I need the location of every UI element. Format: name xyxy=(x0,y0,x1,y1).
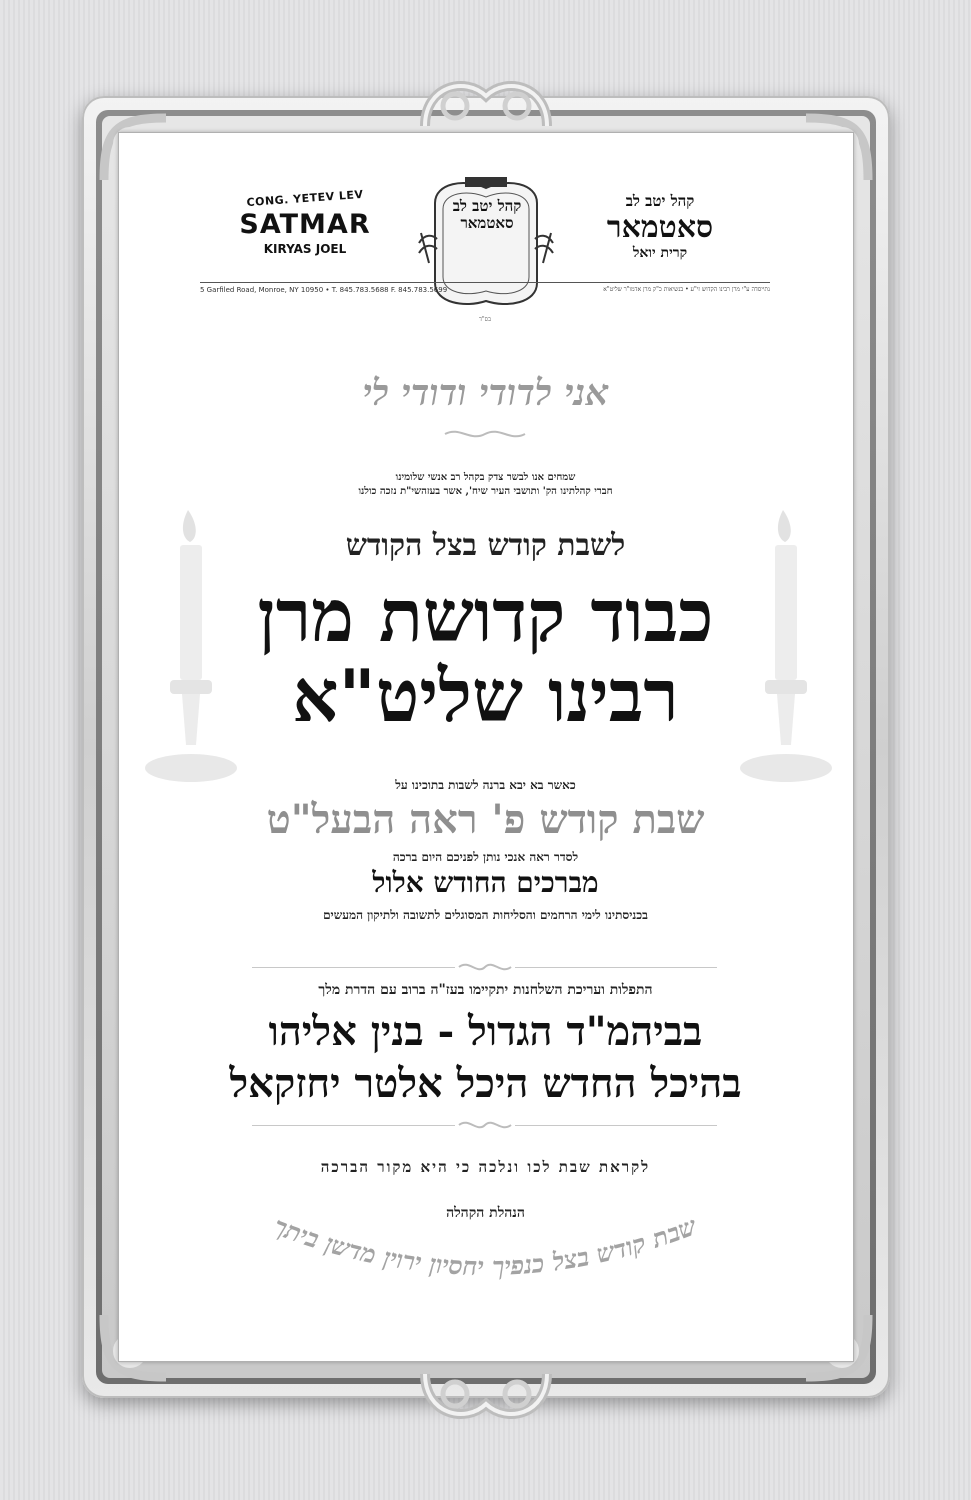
header-kj-text: KIRYAS JOEL xyxy=(263,242,347,256)
motto-text: אני לדודי ודודי לי xyxy=(362,372,609,414)
location-line-2: בהיכל החדש היכל אלטר יחזקאל xyxy=(229,1060,742,1107)
main-title-line-1: כבוד קדושת מרן xyxy=(257,573,714,658)
top-scroll-ornament-icon xyxy=(415,66,557,138)
lseder-text: לסדר ראה אנכי נותן לפניכם היום ברכה xyxy=(392,850,579,864)
divider-flourish-icon xyxy=(455,959,515,975)
shabbos-reeh-heading: שבת קודש פ' ראה הבעל"ט xyxy=(266,796,705,843)
hanhalas-signature: הנהלת הקהלה xyxy=(446,1205,525,1221)
divider-flourish-2-icon xyxy=(455,1117,515,1133)
header-small-text: בס"ד xyxy=(479,316,491,323)
main-title-line-2: רבינו שליט"א xyxy=(292,653,679,738)
header-satmar-hebrew-text: סאטמאר xyxy=(606,210,714,245)
header-satmar-text: SATMAR xyxy=(239,209,371,240)
arc-blessing-text: שבת קודש בצל כנפיך יחסיון ירוין מדשן ביתך xyxy=(269,1211,701,1282)
hebrew-header xyxy=(575,192,745,262)
arc-blessing xyxy=(250,1200,720,1320)
hatefilos-text: התפלות ועריכת השלחנות יתקיימו בעז"ה ברוב עם הדרת מלך xyxy=(318,982,653,998)
header-kehal-text: קהל יטב לב xyxy=(625,192,695,210)
intro-line-1: שמחים אנו לבשר צדק בקהל רב אנשי שלומינו xyxy=(395,472,576,483)
header-cong-text: CONG. YETEV LEV xyxy=(246,187,364,210)
kaasher-text: כאשר בא יבא ברנה לשבות בתוכינו על xyxy=(395,778,576,792)
location-line-1: בביהמ"ד הגדול - בנין אליהו xyxy=(268,1008,703,1055)
header-address: 5 Garfiled Road, Monroe, NY 10950 • T. 845.783.5688 F. 845.783.5699 xyxy=(200,286,448,294)
header-kj-hebrew-text: קרית יואל xyxy=(632,245,688,261)
shabbos-kodesh-heading: לשבת קודש בצל הקודש xyxy=(345,528,626,563)
header-divider xyxy=(200,282,770,283)
seal-text: קהל יטב לב סאטמאר xyxy=(452,197,522,232)
mevorchim-heading: מברכים החודש אלול xyxy=(372,866,599,899)
bkenisiseinu-text: בכניסתינו לימי הרחמים והסליחות המסוגלים לתשובה ולתיקון המעשים xyxy=(323,908,648,922)
english-header xyxy=(220,187,390,256)
bottom-scroll-ornament-icon xyxy=(415,1362,557,1434)
header-address-hebrew: נתייסדה ע"י מרן רבינו הקדוש זי"ע • בנשיאות כ"ק מרן אדמו"ר שליט"א xyxy=(603,286,770,293)
intro-line-2: חברי קהלתינו הק' ותושבי העיר שיח', אשר בעזהשי"ת נזכה כולנו xyxy=(358,486,613,497)
likras-text: לקראת שבת לכו ונלכה כי היא מקור הברכה xyxy=(320,1158,651,1176)
motto-flourish-icon xyxy=(440,426,530,442)
